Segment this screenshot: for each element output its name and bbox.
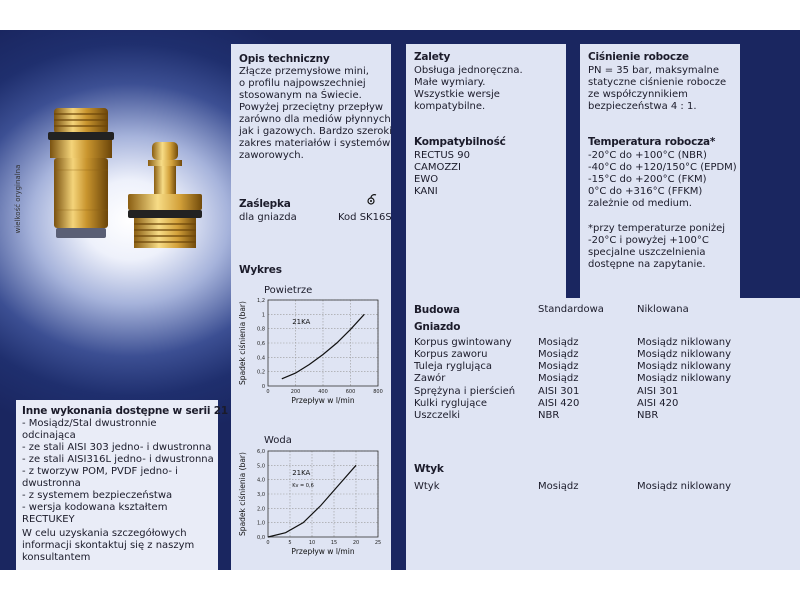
row-nickel: Mosiądz niklowany: [637, 481, 732, 492]
inne-line: - z systemem bezpieczeństwa: [22, 490, 173, 501]
kompat-line: RECTUS 90: [414, 150, 470, 161]
y-tick-label: 0,8: [257, 326, 265, 333]
y-tick-label: 0,2: [257, 369, 265, 376]
inne-line: - ze stali AISI316L jedno- i dwustronna: [22, 454, 214, 465]
inne-line: dwustronna: [22, 478, 81, 489]
row-nickel: Mosiądz niklowany: [637, 373, 732, 384]
x-axis-label: Przepływ w l/min: [291, 396, 355, 405]
opis-line: zarówno dla mediów płynnych: [239, 114, 391, 125]
y-tick-label: 1,2: [257, 298, 265, 304]
inne-line: konsultantem: [22, 552, 91, 563]
y-tick-label: 3,0: [257, 492, 265, 498]
opis-line: zaworowych.: [239, 150, 304, 161]
y-tick-label: 4,0: [257, 477, 265, 484]
row-standard: AISI 420: [538, 398, 580, 409]
budowa-col2: Niklowana: [637, 304, 689, 315]
temperatura-line: -15°C do +200°C (FKM): [588, 174, 707, 185]
row-standard: Mosiądz: [538, 481, 579, 492]
temperatura-note: dostępne na zapytanie.: [588, 259, 706, 270]
row-part: Sprężyna i pierścień: [414, 386, 516, 397]
x-tick-label: 0: [266, 540, 270, 546]
zalety-line: Wszystkie wersje: [414, 89, 500, 100]
y-tick-label: 0,4: [257, 355, 265, 362]
cisnienie-line: statyczne ciśnienie robocze: [588, 77, 727, 88]
row-part: Kulki ryglujące: [414, 398, 487, 409]
x-tick-label: 600: [345, 389, 356, 395]
chart1-title: Powietrze: [264, 285, 313, 296]
kompat-title: Kompatybilność: [414, 136, 506, 148]
y-tick-label: 2,0: [257, 506, 265, 513]
zaslepka-title: Zaślepka: [239, 198, 291, 210]
opis-line: zakres materiałów i systemów: [239, 138, 391, 149]
plug-cap-icon: [364, 193, 378, 207]
zaslepka-code: Kod SK16S: [338, 212, 392, 223]
zalety-line: Obsługa jednoręczna.: [414, 65, 523, 76]
coupling-photo: [40, 100, 230, 260]
temperatura-line: -20°C do +100°C (NBR): [588, 150, 707, 161]
y-axis-label: Spadek ciśnienia (bar): [238, 452, 247, 536]
temperatura-title: Temperatura robocza*: [588, 136, 716, 148]
zaslepka-desc: dla gniazda: [239, 212, 297, 223]
cisnienie-title: Ciśnienie robocze: [588, 51, 689, 63]
inne-line: - wersja kodowana kształtem: [22, 502, 168, 513]
x-tick-label: 15: [330, 540, 338, 546]
x-tick-label: 800: [373, 389, 383, 395]
row-part: Tuleja ryglująca: [414, 361, 492, 372]
opis-line: jak i gazowych. Bardzo szeroki: [239, 126, 392, 137]
temperatura-note: specjalne uszczelnienia: [588, 247, 706, 258]
row-nickel: AISI 301: [637, 386, 679, 397]
y-tick-label: 0,0: [257, 535, 265, 541]
row-part: Uszczelki: [414, 410, 461, 421]
row-nickel: Mosiądz niklowany: [637, 337, 732, 348]
kompat-line: CAMOZZI: [414, 162, 461, 173]
temperatura-note: -20°C i powyżej +100°C: [588, 235, 709, 246]
x-tick-label: 10: [308, 540, 316, 546]
inne-line: informacji skontaktuj się z naszym: [22, 540, 195, 551]
inne-line: - ze stali AISI 303 jedno- i dwustronna: [22, 442, 212, 453]
y-tick-label: 0: [261, 384, 265, 390]
zalety-line: kompatybilne.: [414, 101, 486, 112]
row-standard: Mosiądz: [538, 361, 579, 372]
inne-line: RECTUKEY: [22, 514, 75, 525]
x-tick-label: 400: [318, 389, 328, 395]
row-nickel: Mosiądz niklowany: [637, 361, 732, 372]
cisnienie-line: ze współczynnikiem: [588, 89, 688, 100]
y-axis-label: Spadek ciśnienia (bar): [238, 301, 247, 385]
opis-line: Złącze przemysłowe mini,: [239, 66, 369, 77]
gniazdo-title: Gniazdo: [414, 321, 461, 333]
zalety-line: Małe wymiary.: [414, 77, 486, 88]
opis-line: o profilu najpowszechniej: [239, 78, 366, 89]
row-nickel: Mosiądz niklowany: [637, 349, 732, 360]
budowa-col1: Standardowa: [538, 304, 604, 315]
x-axis-label: Przepływ w l/min: [291, 547, 355, 556]
wtyk-title: Wtyk: [414, 463, 444, 475]
x-tick-label: 0: [266, 389, 270, 395]
opis-line: stosowanym na Świecie.: [239, 90, 362, 101]
zalety-title: Zalety: [414, 51, 451, 63]
chart2-title: Woda: [264, 435, 292, 446]
y-tick-label: 1: [261, 312, 265, 319]
y-tick-label: 6,0: [257, 449, 265, 455]
row-standard: NBR: [538, 410, 560, 421]
wykres-title: Wykres: [239, 264, 282, 276]
row-standard: Mosiądz: [538, 337, 579, 348]
cisnienie-line: bezpieczeństwa 4 : 1.: [588, 101, 697, 112]
cisnienie-line: PN = 35 bar, maksymalne: [588, 65, 720, 76]
photo-caption: wielkość oryginalna: [14, 164, 22, 234]
inne-line: odcinająca: [22, 430, 76, 441]
opis-line: Powyżej przeciętny przepływ: [239, 102, 384, 113]
budowa-title: Budowa: [414, 304, 460, 316]
temperatura-line: -40°C do +120/150°C (EPDM): [588, 162, 737, 173]
row-part: Wtyk: [414, 481, 440, 492]
temperatura-line: 0°C do +316°C (FFKM): [588, 186, 703, 197]
row-standard: Mosiądz: [538, 349, 579, 360]
x-tick-label: 200: [290, 389, 301, 395]
temperatura-line: zależnie od medium.: [588, 198, 692, 209]
series-sublabel: Kv = 0,6: [292, 483, 314, 490]
x-tick-label: 20: [352, 540, 360, 546]
row-nickel: NBR: [637, 410, 659, 421]
row-nickel: AISI 420: [637, 398, 679, 409]
y-tick-label: 0,6: [257, 341, 265, 347]
inne-title: Inne wykonania dostępne w serii 21: [22, 405, 228, 417]
row-part: Korpus zaworu: [414, 349, 488, 360]
chart-water: [236, 445, 388, 563]
x-tick-label: 25: [374, 540, 382, 546]
series-label: 21KA: [292, 469, 311, 478]
row-standard: Mosiądz: [538, 373, 579, 384]
y-tick-label: 5,0: [257, 463, 265, 470]
row-standard: AISI 301: [538, 386, 580, 397]
opis-title: Opis techniczny: [239, 53, 330, 65]
kompat-line: KANI: [414, 186, 438, 197]
inne-line: W celu uzyskania szczegółowych: [22, 528, 187, 539]
temperatura-note: *przy temperaturze poniżej: [588, 223, 726, 234]
row-part: Zawór: [414, 373, 446, 384]
inne-line: - Mosiądz/Stal dwustronnie: [22, 418, 157, 429]
inne-line: - z tworzyw POM, PVDF jedno- i: [22, 466, 178, 477]
kompat-line: EWO: [414, 174, 439, 185]
x-tick-label: 5: [288, 540, 292, 546]
series-label: 21KA: [292, 318, 311, 327]
chart-air: [236, 294, 388, 406]
y-tick-label: 1,0: [257, 520, 265, 527]
row-part: Korpus gwintowany: [414, 337, 512, 348]
